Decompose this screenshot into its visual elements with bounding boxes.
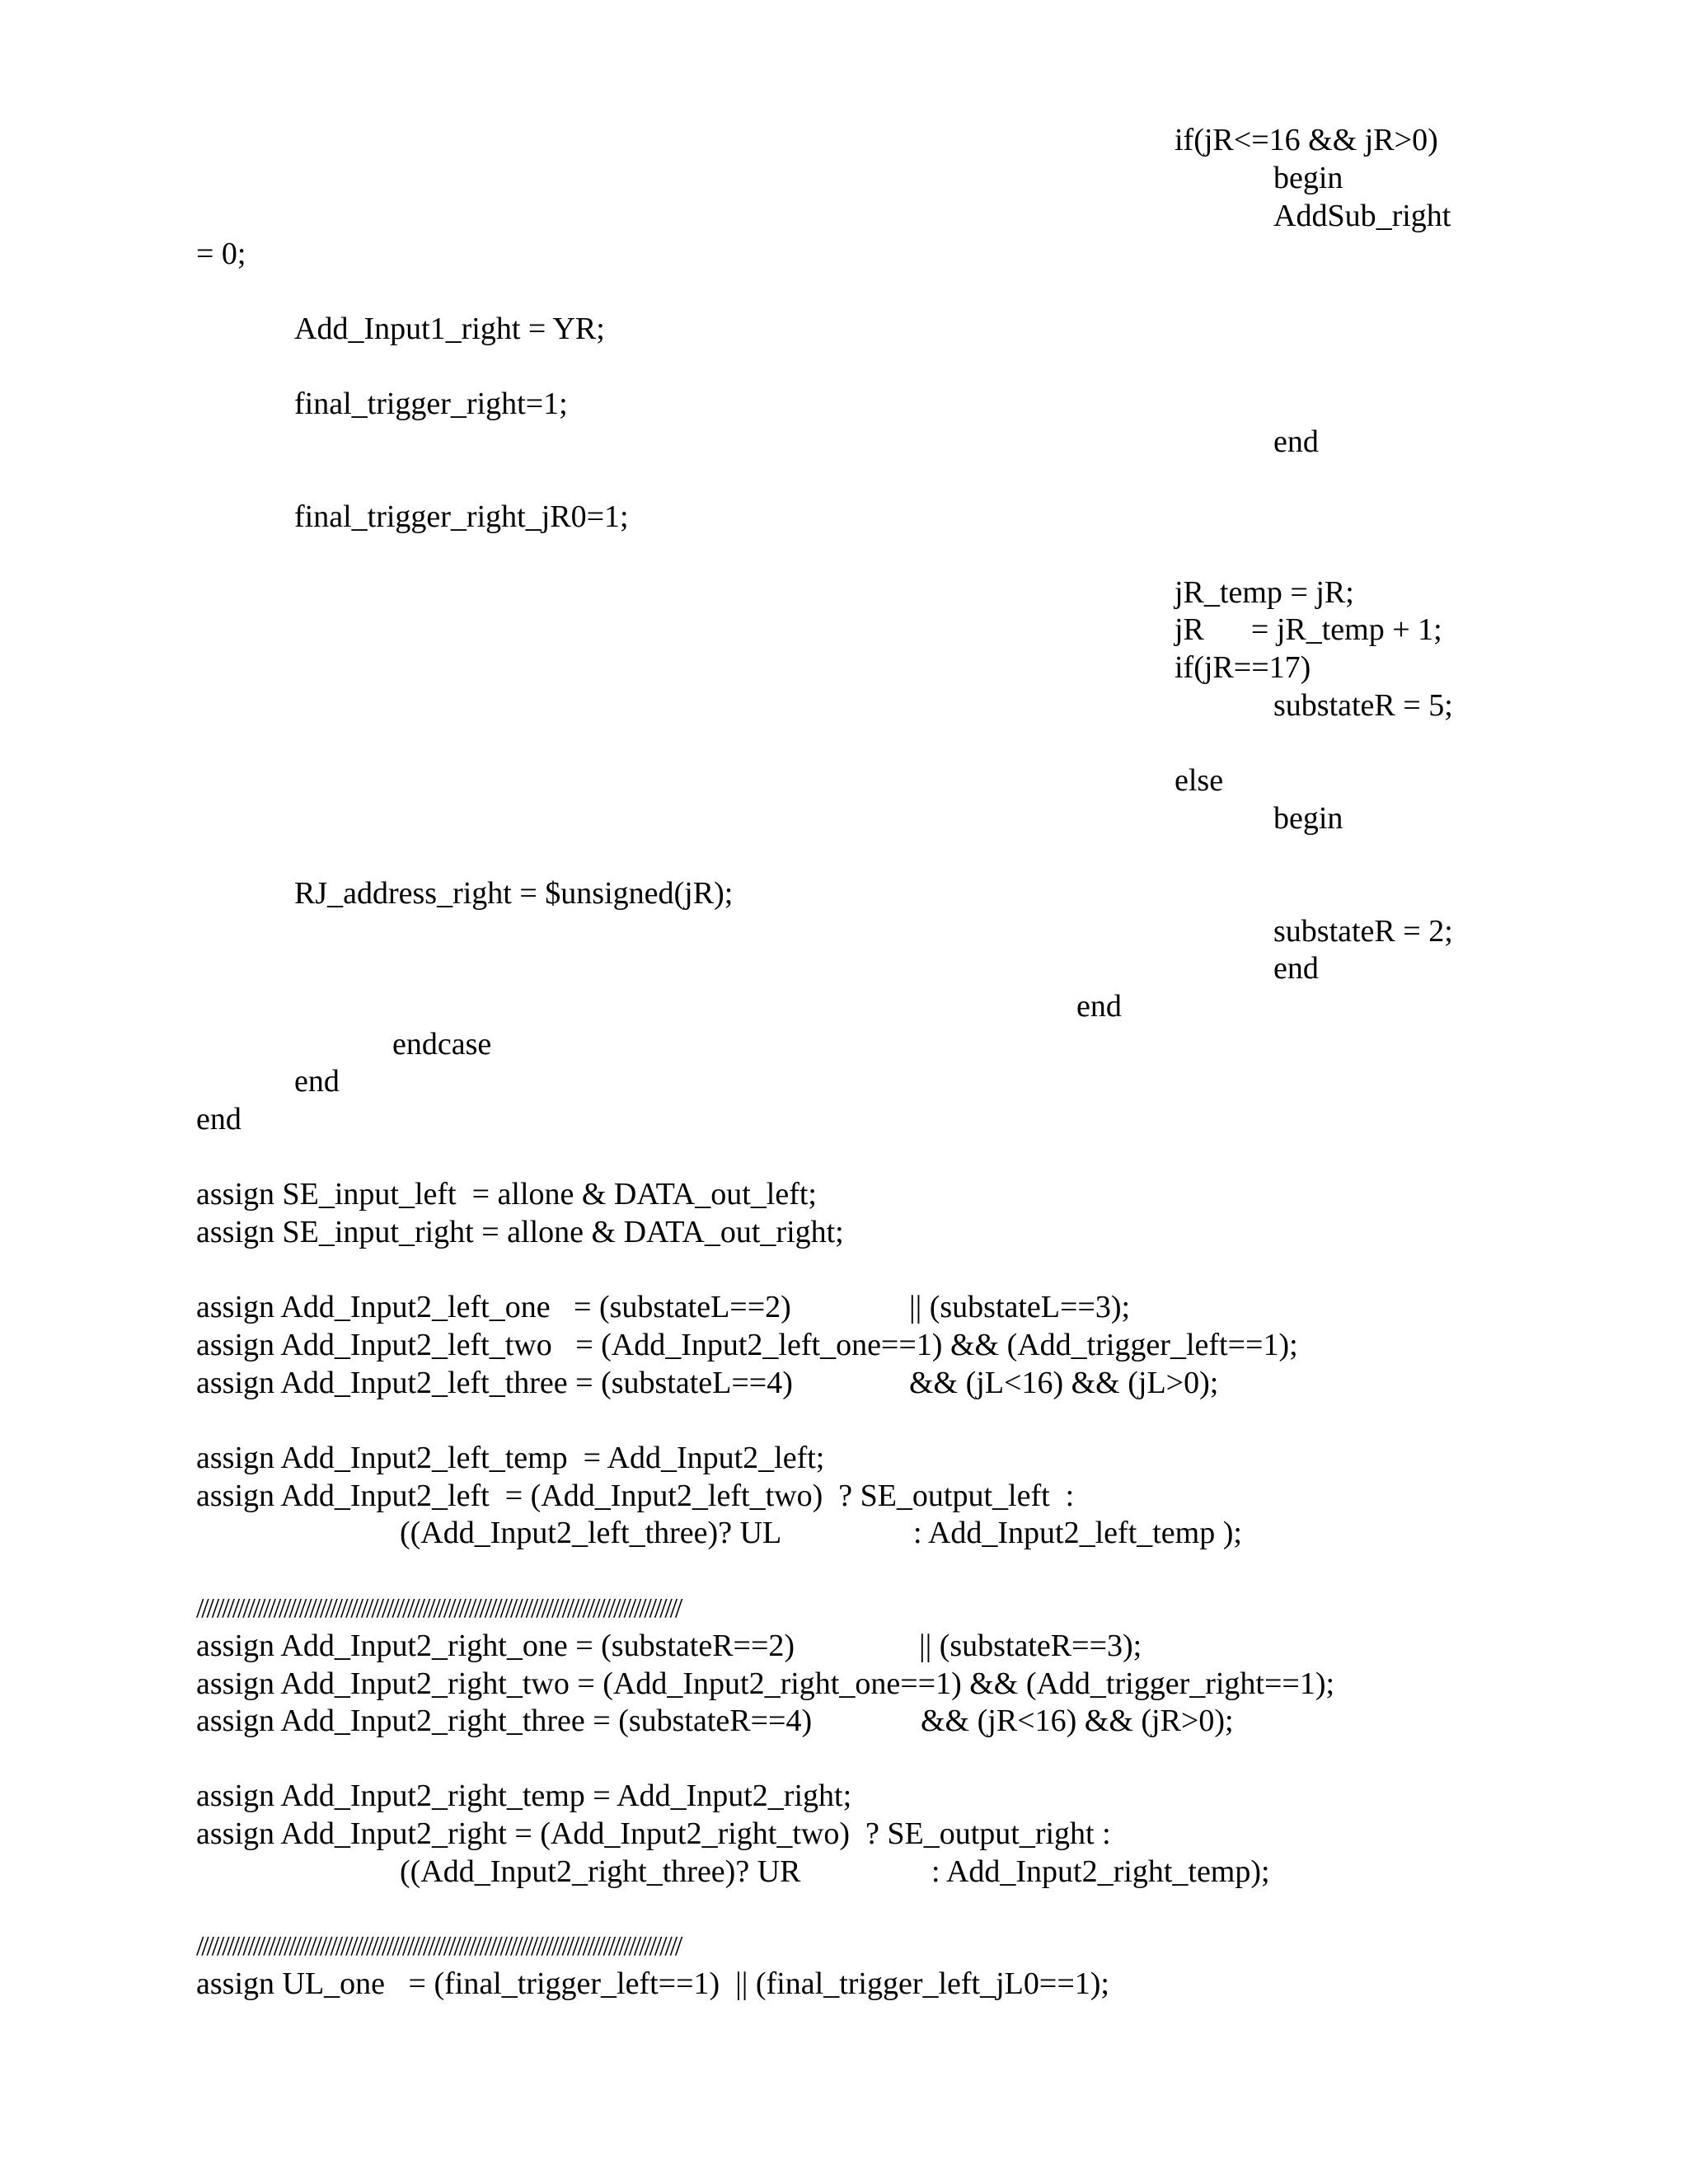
code-line: begin xyxy=(1273,161,1343,195)
code-line: = 0; xyxy=(196,237,246,271)
code-line: substateR = 2; xyxy=(1273,914,1453,949)
code-line: final_trigger_right_jR0=1; xyxy=(294,499,629,534)
code-line: if(jR==17) xyxy=(1175,650,1311,685)
code-line: end xyxy=(1273,951,1319,986)
code-line: endcase xyxy=(392,1027,492,1062)
code-line: assign Add_Input2_left_one = (substateL==2) xyxy=(196,1290,791,1324)
code-line: if(jR<=16 && jR>0) xyxy=(1175,123,1438,157)
code-line: RJ_address_right = $unsigned(jR); xyxy=(294,876,734,911)
code-line: assign UL_one = (final_trigger_left==1) || (final_trigger_left_jL0==1); xyxy=(196,1966,1109,2001)
code-line: final_trigger_right=1; xyxy=(294,387,568,421)
code-line: assign Add_Input2_right = (Add_Input2_right_two) ? SE_output_right : xyxy=(196,1816,1111,1851)
code-line: assign Add_Input2_left_two = (Add_Input2_left_one==1) && (Add_trigger_left==1); xyxy=(196,1328,1298,1362)
code-line: assign Add_Input2_left_temp = Add_Input2_left; xyxy=(196,1441,825,1475)
code-line: assign Add_Input2_left_three = (substateL==4) xyxy=(196,1366,793,1400)
code-line: && (jR<16) && (jR>0); xyxy=(921,1704,1234,1738)
comment-divider: ////////////////////////////////////////////////////////////////////////////////////////////// xyxy=(196,1931,681,1961)
code-line: || (substateR==3); xyxy=(919,1629,1142,1663)
code-line: assign Add_Input2_right_two = (Add_Input2_right_one==1) && (Add_trigger_right==1); xyxy=(196,1666,1335,1701)
code-line: || (substateL==3); xyxy=(909,1290,1131,1324)
comment-divider: ////////////////////////////////////////////////////////////////////////////////////////////// xyxy=(196,1593,681,1624)
code-line: substateR = 5; xyxy=(1273,688,1453,723)
code-line: assign SE_input_left = allone & DATA_out_left; xyxy=(196,1177,817,1212)
code-line: assign Add_Input2_right_temp = Add_Input2_right; xyxy=(196,1779,852,1813)
code-line: assign SE_input_right = allone & DATA_out_right; xyxy=(196,1215,844,1249)
code-line: jR_temp = jR; xyxy=(1175,575,1354,610)
code-line: else xyxy=(1175,763,1224,798)
code-line: end xyxy=(294,1064,340,1099)
code-line: end xyxy=(1273,424,1319,459)
code-line: Add_Input1_right = YR; xyxy=(294,312,605,346)
code-line: AddSub_right xyxy=(1273,199,1451,233)
code-line: assign Add_Input2_right_three = (substateR==4) xyxy=(196,1704,813,1738)
code-line: : Add_Input2_right_temp); xyxy=(931,1854,1270,1889)
code-line: && (jL<16) && (jL>0); xyxy=(909,1366,1219,1400)
code-line: ((Add_Input2_right_three)? UR xyxy=(400,1854,801,1889)
code-line: assign Add_Input2_left = (Add_Input2_left_two) ? SE_output_left : xyxy=(196,1479,1075,1513)
code-line: jR = jR_temp + 1; xyxy=(1175,612,1442,647)
code-line: end xyxy=(1076,989,1122,1024)
code-line: begin xyxy=(1273,801,1343,836)
code-line: assign Add_Input2_right_one = (substateR==2) xyxy=(196,1629,795,1663)
code-line: : Add_Input2_left_temp ); xyxy=(913,1516,1242,1550)
code-line: ((Add_Input2_left_three)? UL xyxy=(400,1516,782,1550)
code-line: end xyxy=(196,1102,241,1137)
